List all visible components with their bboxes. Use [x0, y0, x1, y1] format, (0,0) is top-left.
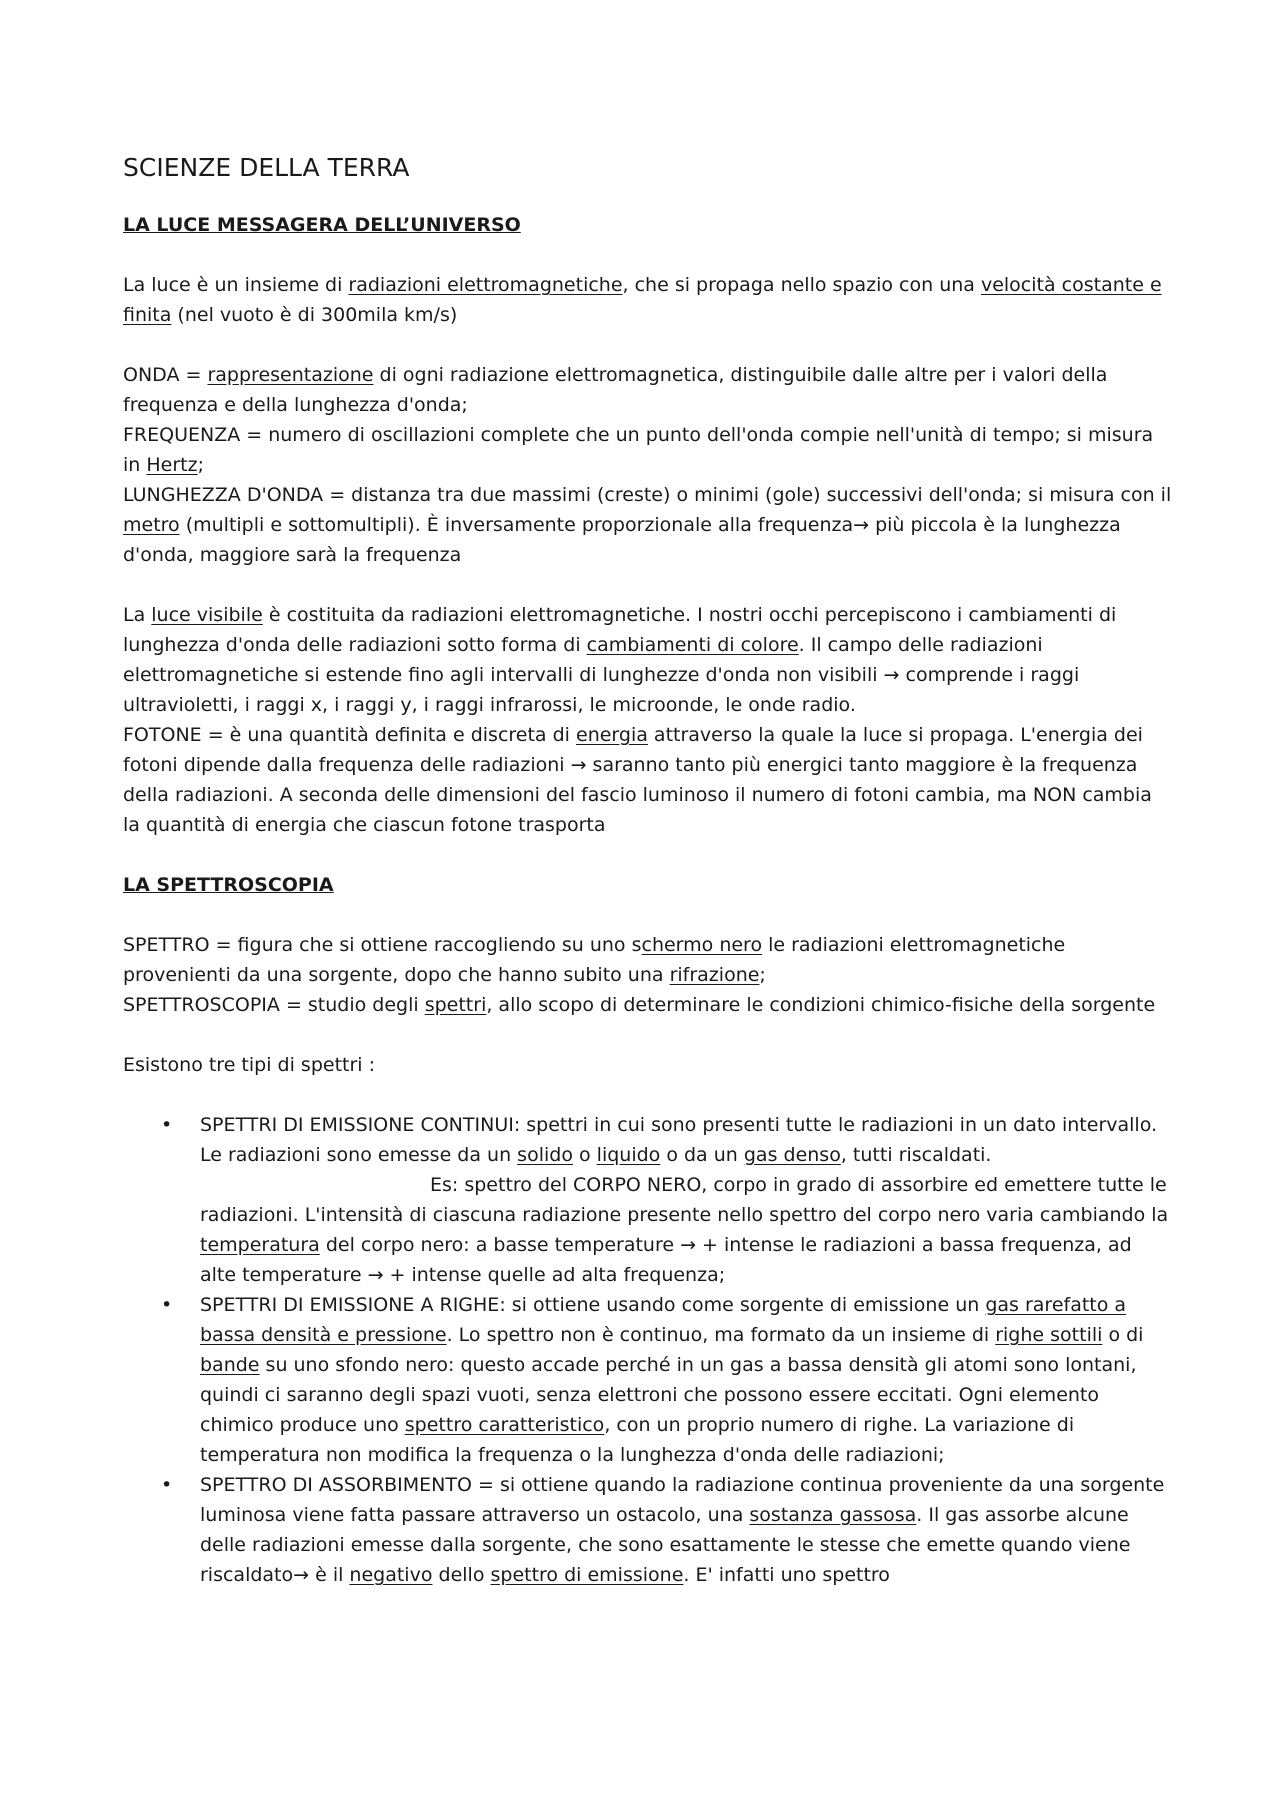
section-heading-spettroscopia: LA SPETTROSCOPIA: [123, 874, 334, 896]
definition-spettroscopia: SPETTROSCOPIA = studio degli spettri, allo scopo di determinare le condizioni chimico-fisiche della sorgente: [123, 994, 1156, 1016]
list-item-emissione-righe: • SPETTRI DI EMISSIONE A RIGHE: si ottiene usando come sorgente di emissione un gas rarefatto a bassa densità e pressione. Lo spettro non è continuo, ma formato da un insieme di righe sottili o di bande su uno sfondo nero: questo accade perché in un gas a bassa densità gli atomi sono lontani, quindi ci saranno degli spazi vuoti, senza elettroni che possono essere eccitati. Ogni elemento chimico produce uno spettro caratteristico, con un proprio numero di righe. La variazione di temperatura non modifica la frequenza o la lunghezza d'onda delle radiazioni;: [123, 1290, 1173, 1470]
paragraph-luce-intro: La luce è un insieme di radiazioni elettromagnetiche, che si propaga nello spazio con una velocità costante e finita (nel vuoto è di 300mila km/s): [123, 274, 1162, 326]
paragraph-luce-visibile: La luce visibile è costituita da radiazioni elettromagnetiche. I nostri occhi percepiscono i cambiamenti di lunghezza d'onda delle radiazioni sotto forma di cambiamenti di colore. Il campo delle radiazioni elettromagnetiche si estende fino agli intervalli di lunghezze d'onda non visibili → comprende i raggi ultravioletti, i raggi x, i raggi y, i raggi infrarossi, le microonde, le onde radio. FOTONE = è una quantità definita e discreta di energia attraverso la quale la luce si propaga. L'energia dei fotoni dipende dalla frequenza delle radiazioni → saranno tanto più energici tanto maggiore è la frequenza della radiazioni. A seconda delle dimensioni del fascio luminoso il numero di fotoni cambia, ma NON cambia la quantità di energia che ciascun fotone trasporta: [123, 600, 1173, 840]
definition-lunghezza-onda: LUNGHEZZA D'ONDA = distanza tra due massimi (creste) o minimi (gole) successivi dell'onda; si misura con il metro (multipli e sottomultipli). È inversamente proporzionale alla frequenza→ più piccola è la lunghezza d'onda, maggiore sarà la frequenza: [123, 484, 1172, 566]
document-body: [123, 150, 1173, 1590]
list-item-emissione-continui: • SPETTRI DI EMISSIONE CONTINUI: spettri in cui sono presenti tutte le radiazioni in un dato intervallo. Le radiazioni sono emesse da un solido o liquido o da un gas denso, tutti riscaldati.Es: spettro del CORPO NERO, corpo in grado di assorbire ed emettere tutte le radiazioni. L'intensità di ciascuna radiazione presente nello spettro del corpo nero varia cambiando la temperatura del corpo nero: a basse temperature → + intense le radiazioni a bassa frequenza, ad alte temperature → + intense quelle ad alta frequenza;: [123, 1110, 1173, 1290]
definition-onda: ONDA = rappresentazione di ogni radiazione elettromagnetica, distinguibile dalle altre per i valori della frequenza e della lunghezza d'onda;: [123, 364, 1108, 416]
paragraph-definitions: [123, 360, 1173, 570]
definition-fotone: FOTONE = è una quantità definita e discreta di energia attraverso la quale la luce si propaga. L'energia dei fotoni dipende dalla frequenza delle radiazioni → saranno tanto più energici tanto maggiore è la frequenza della radiazioni. A seconda delle dimensioni del fascio luminoso il numero di fotoni cambia, ma NON cambia la quantità di energia che ciascun fotone trasporta: [123, 724, 1152, 836]
paragraph-spettri-intro: Esistono tre tipi di spettri :: [123, 1054, 376, 1076]
definition-frequenza: FREQUENZA = numero di oscillazioni complete che un punto dell'onda compie nell'unità di tempo; si misura in Hertz;: [123, 424, 1154, 476]
list-item-assorbimento: • SPETTRO DI ASSORBIMENTO = si ottiene quando la radiazione continua proveniente da una sorgente luminosa viene fatta passare attraverso un ostacolo, una sostanza gassosa. Il gas assorbe alcune delle radiazioni emesse dalla sorgente, che sono esattamente le stesse che emette quando viene riscaldato→ è il negativo dello spettro di emissione. E' infatti uno spettro: [123, 1470, 1173, 1590]
paragraph-spettro-definitions: [123, 930, 1173, 1020]
spettri-list: [123, 1110, 1173, 1590]
page-title: SCIENZE DELLA TERRA: [123, 153, 410, 182]
section-heading-luce: LA LUCE MESSAGERA DELL’UNIVERSO: [123, 214, 521, 236]
definition-spettro: SPETTRO = figura che si ottiene raccogliendo su uno schermo nero le radiazioni elettromagnetiche provenienti da una sorgente, dopo che hanno subito una rifrazione;: [123, 934, 1066, 986]
